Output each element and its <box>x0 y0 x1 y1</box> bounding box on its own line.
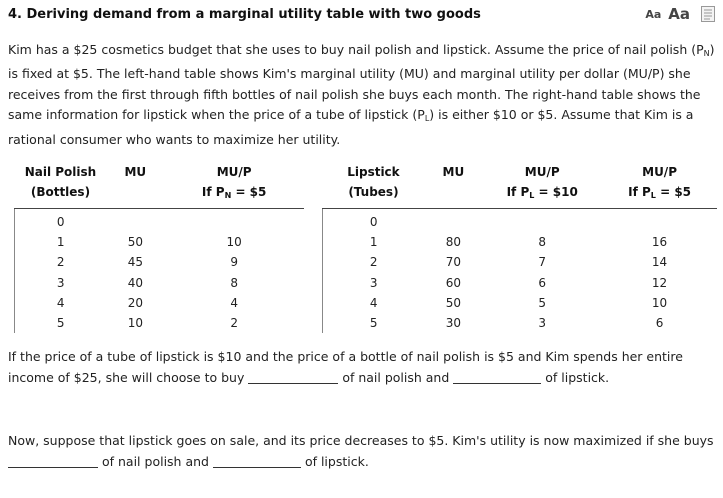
table-cell: 2 <box>15 252 107 272</box>
table-row <box>323 209 718 233</box>
table-cell: 80 <box>445 235 461 250</box>
table-cell: 6 <box>655 316 664 331</box>
table-cell: 7 <box>538 255 547 270</box>
table-cell <box>482 209 602 233</box>
table-cell <box>424 209 482 233</box>
question-title: 4. Deriving demand from a marginal utility table with two goods <box>8 7 481 22</box>
header-lipstick: Lipstick <box>347 165 400 179</box>
notes-icon[interactable] <box>701 6 715 22</box>
table-cell: 2 <box>230 316 238 331</box>
table-cell: 8 <box>538 235 547 250</box>
table-cell <box>106 209 164 233</box>
table-row <box>323 232 718 252</box>
header-mu-p: MU/P <box>642 165 677 179</box>
table-cell: 9 <box>230 255 238 270</box>
table-row <box>323 273 718 293</box>
header-mu: MU <box>442 165 465 179</box>
table-cell: 5 <box>538 295 547 310</box>
header-nail-polish: Nail Polish <box>24 165 97 179</box>
table-cell: 10 <box>226 235 242 250</box>
header-empty <box>106 182 164 209</box>
table-row <box>15 209 305 233</box>
table-cell: 6 <box>538 275 547 290</box>
table-cell: 0 <box>323 209 425 233</box>
decrease-font-button[interactable]: Aa <box>645 8 662 21</box>
table-cell: 1 <box>15 232 107 252</box>
table-cell: 50 <box>127 235 143 250</box>
table-cell: 2 <box>323 252 425 272</box>
intro-text-3: ) is either $10 or $5. Assume that Kim is a rational consumer who wants to maximize her utility. <box>8 107 694 147</box>
table-row <box>15 293 305 313</box>
table-cell: 4 <box>15 293 107 313</box>
q1-text-b: of nail polish and <box>342 370 450 385</box>
table-cell: 8 <box>230 275 238 290</box>
font-size-controls <box>645 6 715 22</box>
table-cell: 45 <box>127 255 143 270</box>
table-cell: 12 <box>651 275 668 290</box>
table-cell: 0 <box>15 209 107 233</box>
header-mu: MU <box>124 165 147 179</box>
intro-paragraph <box>8 40 716 150</box>
table-cell: 4 <box>230 295 238 310</box>
header-if-pl-5: If $P_L$ = $5 <box>602 182 717 209</box>
header-if-pn: If $P_N$ = $5 <box>164 182 304 209</box>
intro-text-2: ) is fixed at $5. The left-hand table shows Kim's marginal utility (MU) and marginal utility per dollar (MU/P) she receives from the first through fifth bottles of nail polish she buys each month. The right-hand table shows the same information for lipstick when the price of a tube of lipstick (P <box>8 42 715 123</box>
question-1 <box>8 346 718 388</box>
header-empty <box>424 182 482 209</box>
q1-nail-polish-blank[interactable] <box>248 370 338 384</box>
table-cell: 30 <box>445 316 461 331</box>
table-row <box>15 252 305 272</box>
intro-sub-l: L <box>424 114 430 124</box>
table-cell: 16 <box>651 235 668 250</box>
table-cell: 40 <box>127 275 143 290</box>
table-cell: 20 <box>127 295 143 310</box>
header-bottles: (Bottles) <box>15 182 107 209</box>
q2-lipstick-blank[interactable] <box>213 454 301 468</box>
header-mu-p: MU/P <box>216 165 252 179</box>
q1-text-a: If the price of a tube of lipstick is $10 and the price of a bottle of nail polish is $5 and Kim spends her entire income of $25, she will choose to buy <box>8 349 683 385</box>
table-cell: 14 <box>651 255 668 270</box>
table-cell: 10 <box>127 316 143 331</box>
table-row <box>15 273 305 293</box>
table-cell: 5 <box>15 313 107 333</box>
table-cell: 3 <box>538 316 547 331</box>
table-cell <box>164 209 304 233</box>
intro-sub-n: N <box>703 49 710 58</box>
table-row <box>15 232 305 252</box>
nail-polish-table <box>14 162 304 333</box>
table-row <box>323 252 718 272</box>
header-if-pl-10: If $P_L$ = $10 <box>482 182 602 209</box>
table-cell: 70 <box>445 255 461 270</box>
table-row <box>323 313 718 333</box>
question-2 <box>8 430 718 472</box>
table-cell: 10 <box>651 295 668 310</box>
increase-font-button[interactable]: Aa <box>668 5 690 23</box>
table-cell: 3 <box>15 273 107 293</box>
header-mu-p: MU/P <box>524 165 560 179</box>
q2-text-c: of lipstick. <box>304 454 369 469</box>
table-cell: 50 <box>445 295 461 310</box>
table-row <box>15 313 305 333</box>
table-cell: 60 <box>445 275 461 290</box>
table-cell: 1 <box>323 232 425 252</box>
q2-nail-polish-blank[interactable] <box>8 454 98 468</box>
table-cell: 5 <box>323 313 425 333</box>
q1-text-c: of lipstick. <box>545 370 610 385</box>
table-row <box>323 293 718 313</box>
q1-lipstick-blank[interactable] <box>453 370 541 384</box>
table-cell: 4 <box>323 293 425 313</box>
table-cell <box>602 209 717 233</box>
q2-text-a: Now, suppose that lipstick goes on sale, and its price decreases to $5. Kim's utility is now maximized if she buys <box>8 433 714 448</box>
lipstick-table <box>322 162 717 333</box>
intro-text-1: Kim has a $25 cosmetics budget that she uses to buy nail polish and lipstick. Assume the price of nail polish (P <box>8 42 704 57</box>
q2-text-b: of nail polish and <box>101 454 209 469</box>
table-cell: 3 <box>323 273 425 293</box>
header-tubes: (Tubes) <box>323 182 425 209</box>
